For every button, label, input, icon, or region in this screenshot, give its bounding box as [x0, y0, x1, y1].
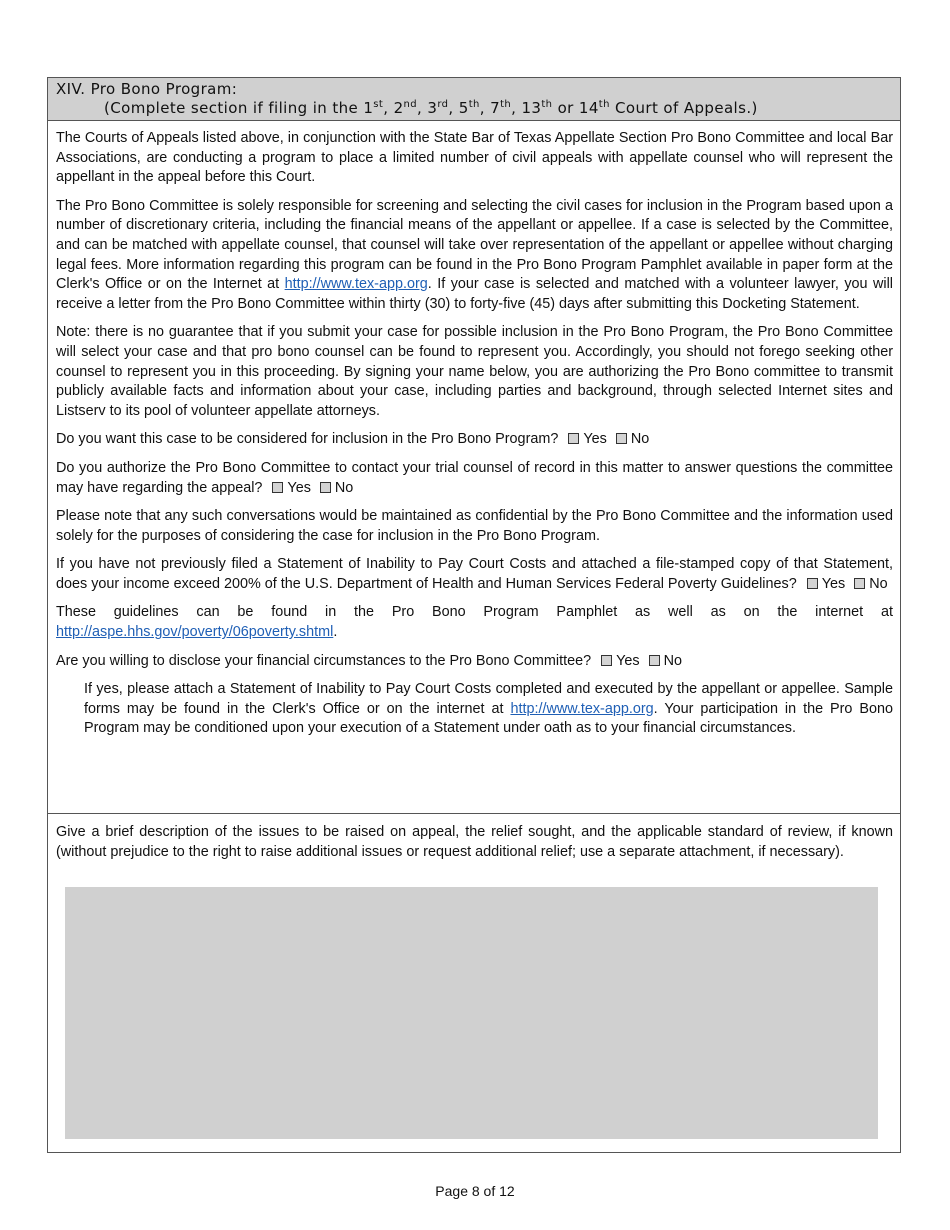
poverty-guidelines-link[interactable]: http://aspe.hhs.gov/poverty/06poverty.shtml — [56, 624, 334, 641]
program-info — [48, 121, 900, 814]
court-13: 13th — [521, 99, 553, 117]
no-label: No — [334, 479, 354, 496]
pro-bono-section — [47, 77, 901, 1153]
guarantee-note: Note: there is no guarantee that if you submit your case for possible inclusion in the Pro Bono Program, the Pro Bono Committee will select your case and that pro bono counsel can be found to represent you. Accordingly, you should not forego seeking other counsel to represent you in this proceeding. By signing your name below, you are authorizing the Pro Bono committee to transmit publicly available facts and information about your case, including parties and background, through selected Internet sites and Listserv to its pool of volunteer appellate attorneys. — [56, 324, 893, 419]
court-1: 1st — [363, 99, 384, 117]
no-label: No — [630, 431, 650, 448]
issues-section — [48, 814, 900, 862]
income-yes-checkbox[interactable] — [807, 578, 818, 589]
question-disclose: Are you willing to disclose your financial circumstances to the Pro Bono Committee? Yes No — [56, 652, 682, 669]
tex-app-link[interactable]: http://www.tex-app.org — [284, 276, 428, 293]
court-3: 3rd — [427, 99, 449, 117]
section-instruction: (Complete section if filing in the 1st, 2nd, 3rd, 5th, 7th, 13th or 14th Court of Appeals.) — [104, 99, 758, 117]
disclose-no-checkbox[interactable] — [649, 655, 660, 666]
consider-yes-checkbox[interactable] — [568, 433, 579, 444]
no-label: No — [869, 575, 888, 592]
page-number: Page 8 of 12 — [435, 1183, 515, 1199]
confidential-note: Please note that any such conversations would be maintained as confidential by the Pro Bono Committee and the information used solely for the purposes of considering the case for inclusion in the Pro Bono Program. — [56, 508, 893, 544]
court-2: 2nd — [393, 99, 418, 117]
question-income: If you have not previously filed a Statement of Inability to Pay Court Costs and attached a file-stamped copy of that Statement, does your income exceed 200% of the U.S. Department of Health and Human Services Federal Poverty Guidelines? Yes No — [56, 556, 893, 592]
authorize-no-checkbox[interactable] — [320, 482, 331, 493]
yes-label: Yes — [583, 431, 607, 448]
consider-no-checkbox[interactable] — [616, 433, 627, 444]
intro-paragraph: The Courts of Appeals listed above, in conjunction with the State Bar of Texas Appellate Section Pro Bono Committee and local Bar Associations, are conducting a program to place a limited number of civil appeals with appellate counsel who will represent the appellant in the appeal before this Court. — [56, 130, 893, 186]
question-authorize: Do you authorize the Pro Bono Committee to contact your trial counsel of record in this matter to answer questions the committee may have regarding the appeal? Yes No — [56, 459, 893, 496]
question-consider: Do you want this case to be considered for inclusion in the Pro Bono Program? Yes No — [56, 431, 650, 448]
authorize-yes-checkbox[interactable] — [272, 482, 283, 493]
disclose-yes-checkbox[interactable] — [601, 655, 612, 666]
yes-label: Yes — [821, 575, 846, 592]
section-header — [48, 78, 900, 121]
yes-label: Yes — [287, 479, 311, 496]
yes-label: Yes — [616, 652, 640, 669]
section-number: XIV. — [56, 80, 86, 98]
tex-app-link-2[interactable]: http://www.tex-app.org — [510, 700, 654, 717]
issues-prompt: Give a brief description of the issues to be raised on appeal, the relief sought, and the applicable standard of review, if known (without prejudice to the right to raise additional issues or request additional relief; use a separate attachment, if necessary). — [56, 824, 893, 860]
court-5: 5th — [458, 99, 480, 117]
no-label: No — [663, 652, 682, 669]
section-title-line — [56, 80, 892, 99]
screening-paragraph: The Pro Bono Committee is solely responsible for screening and selecting the civil cases for inclusion in the Program based upon a number of discretionary criteria, including the financial means of the appellant or appellee. If a case is selected by the Committee, and can be matched with appellate counsel, that counsel will take over representation of the appellant or appellee without charging legal fees. More information regarding this program can be found in the Pro Bono Program Pamphlet available in paper form at the Clerk's Office or on the Internet at http://www.tex-app.org. If your case is selected and matched with a volunteer lawyer, you will receive a letter from the Pro Bono Committee within thirty (30) to forty-five (45) days after submitting this Docketing Statement. — [56, 197, 893, 312]
issues-text-field[interactable] — [65, 887, 878, 1139]
guidelines-paragraph: These guidelines can be found in the Pro Bono Program Pamphlet as well as on the internet at http://aspe.hhs.gov/poverty/06poverty.shtml. — [56, 604, 893, 641]
court-7: 7th — [490, 99, 512, 117]
court-14: 14th — [578, 99, 610, 117]
income-no-checkbox[interactable] — [854, 578, 865, 589]
attach-statement-paragraph: If yes, please attach a Statement of Inability to Pay Court Costs completed and executed by the appellant or appellee. Sample forms may be found in the Clerk's Office or on the internet at http://www.tex-app.org. Your participation in the Pro Bono Program may be conditioned upon your execution of a Statement under oath as to your financial circumstances. — [84, 681, 894, 737]
section-title: Pro Bono Program: — [90, 80, 238, 98]
